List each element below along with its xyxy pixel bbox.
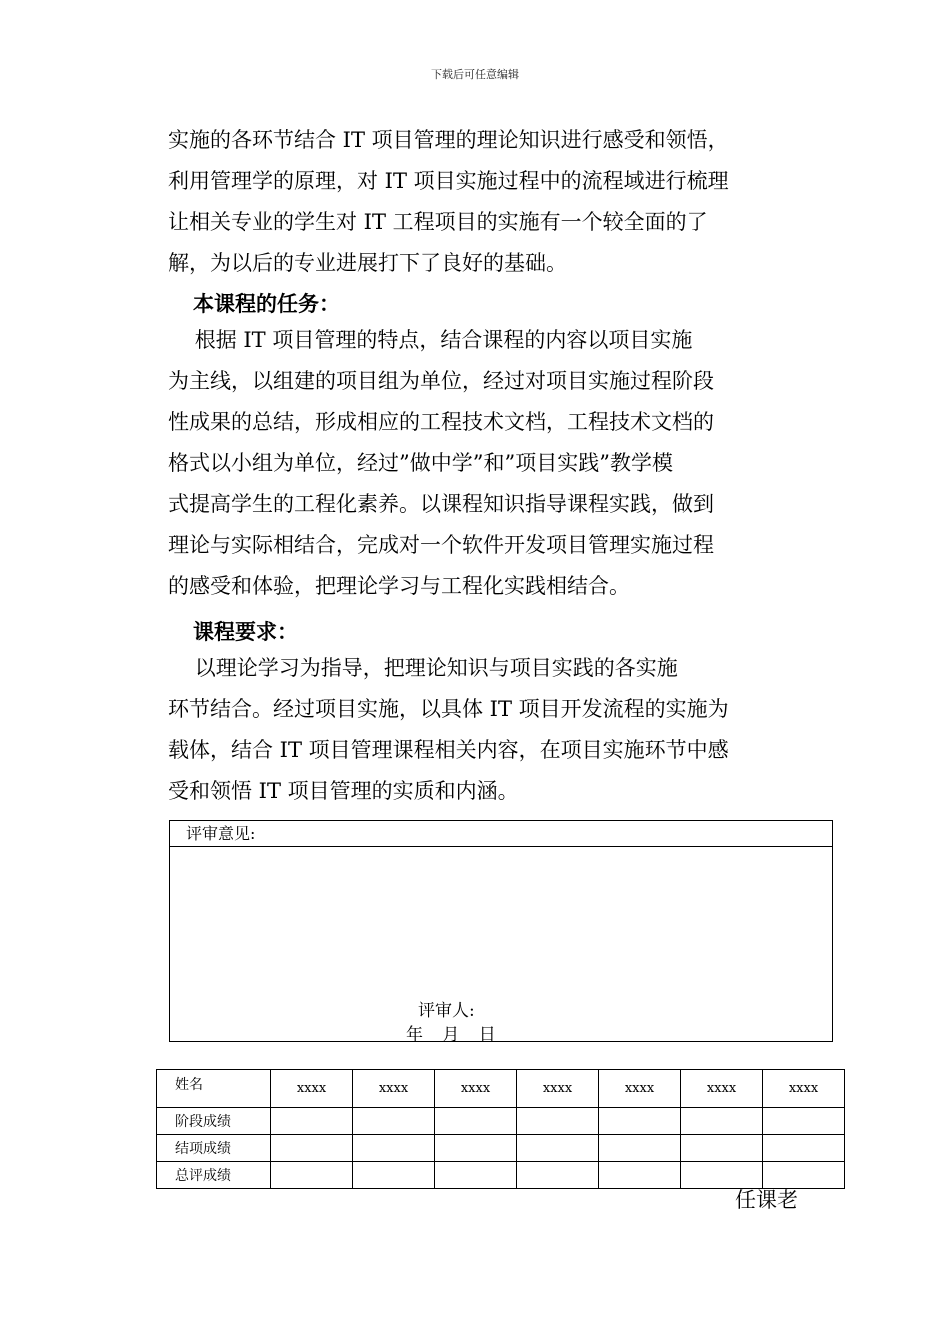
grade-cell xyxy=(271,1108,353,1135)
student-name-cell: xxxx xyxy=(353,1070,435,1108)
grade-cell xyxy=(763,1108,845,1135)
requirements-heading: 课程要求： xyxy=(193,620,298,644)
intro-line: 解，为以后的专业进展打下了良好的基础。 xyxy=(168,251,567,275)
grades-header-row xyxy=(157,1070,845,1108)
grade-cell xyxy=(271,1135,353,1162)
review-date-label: 年 月 日 xyxy=(406,1025,496,1045)
student-name-cell: xxxx xyxy=(763,1070,845,1108)
teacher-label: 任课老 xyxy=(735,1188,798,1212)
grade-cell xyxy=(681,1108,763,1135)
table-row xyxy=(157,1108,845,1135)
page-header-note: 下载后可任意编辑 xyxy=(431,68,519,81)
grade-cell xyxy=(435,1135,517,1162)
row-label-cell: 结项成绩 xyxy=(157,1135,271,1162)
grade-cell xyxy=(517,1135,599,1162)
task-paragraph xyxy=(168,320,788,607)
task-line: 格式以小组为单位，经过”做中学”和”项目实践”教学模 xyxy=(168,451,673,475)
task-line: 根据 IT 项目管理的特点，结合课程的内容以项目实施 xyxy=(168,328,693,352)
requirements-line: 载体，结合 IT 项目管理课程相关内容，在项目实施环节中感 xyxy=(168,738,729,762)
intro-line: 实施的各环节结合 IT 项目管理的理论知识进行感受和领悟， xyxy=(168,128,729,152)
review-box xyxy=(169,820,833,1045)
grades-table xyxy=(156,1069,845,1189)
task-line: 为主线，以组建的项目组为单位，经过对项目实施过程阶段 xyxy=(168,369,714,393)
student-name-cell: xxxx xyxy=(681,1070,763,1108)
intro-paragraph xyxy=(168,120,788,284)
grade-cell xyxy=(435,1162,517,1189)
grade-cell xyxy=(763,1135,845,1162)
task-line: 的感受和体验，把理论学习与工程化实践相结合。 xyxy=(168,574,630,598)
grade-cell xyxy=(599,1135,681,1162)
grade-cell xyxy=(599,1162,681,1189)
row-label-cell: 阶段成绩 xyxy=(157,1108,271,1135)
grade-cell xyxy=(353,1108,435,1135)
grade-cell xyxy=(271,1162,353,1189)
review-title: 评审意见: xyxy=(170,821,832,847)
intro-line: 利用管理学的原理，对 IT 项目实施过程中的流程域进行梳理 xyxy=(168,169,729,193)
name-header-cell: 姓名 xyxy=(157,1070,271,1108)
reviewer-label: 评审人: xyxy=(418,1001,475,1021)
requirements-paragraph xyxy=(168,648,788,812)
row-label-cell: 总评成绩 xyxy=(157,1162,271,1189)
grade-cell xyxy=(353,1135,435,1162)
task-heading: 本课程的任务： xyxy=(193,292,340,316)
grade-cell xyxy=(599,1108,681,1135)
task-line: 式提高学生的工程化素养。以课程知识指导课程实践，做到 xyxy=(168,492,714,516)
grade-cell xyxy=(353,1162,435,1189)
student-name-cell: xxxx xyxy=(599,1070,681,1108)
grade-cell xyxy=(517,1108,599,1135)
student-name-cell: xxxx xyxy=(271,1070,353,1108)
requirements-line: 环节结合。经过项目实施，以具体 IT 项目开发流程的实施为 xyxy=(168,697,729,721)
requirements-line: 受和领悟 IT 项目管理的实质和内涵。 xyxy=(168,779,519,803)
grade-cell xyxy=(435,1108,517,1135)
task-line: 性成果的总结，形成相应的工程技术文档，工程技术文档的 xyxy=(168,410,714,434)
grade-cell xyxy=(681,1135,763,1162)
task-line: 理论与实际相结合，完成对一个软件开发项目管理实施过程 xyxy=(168,533,714,557)
grade-cell xyxy=(517,1162,599,1189)
intro-line: 让相关专业的学生对 IT 工程项目的实施有一个较全面的了 xyxy=(168,210,708,234)
table-row xyxy=(157,1135,845,1162)
student-name-cell: xxxx xyxy=(435,1070,517,1108)
student-name-cell: xxxx xyxy=(517,1070,599,1108)
requirements-line: 以理论学习为指导，把理论知识与项目实践的各实施 xyxy=(168,656,678,680)
